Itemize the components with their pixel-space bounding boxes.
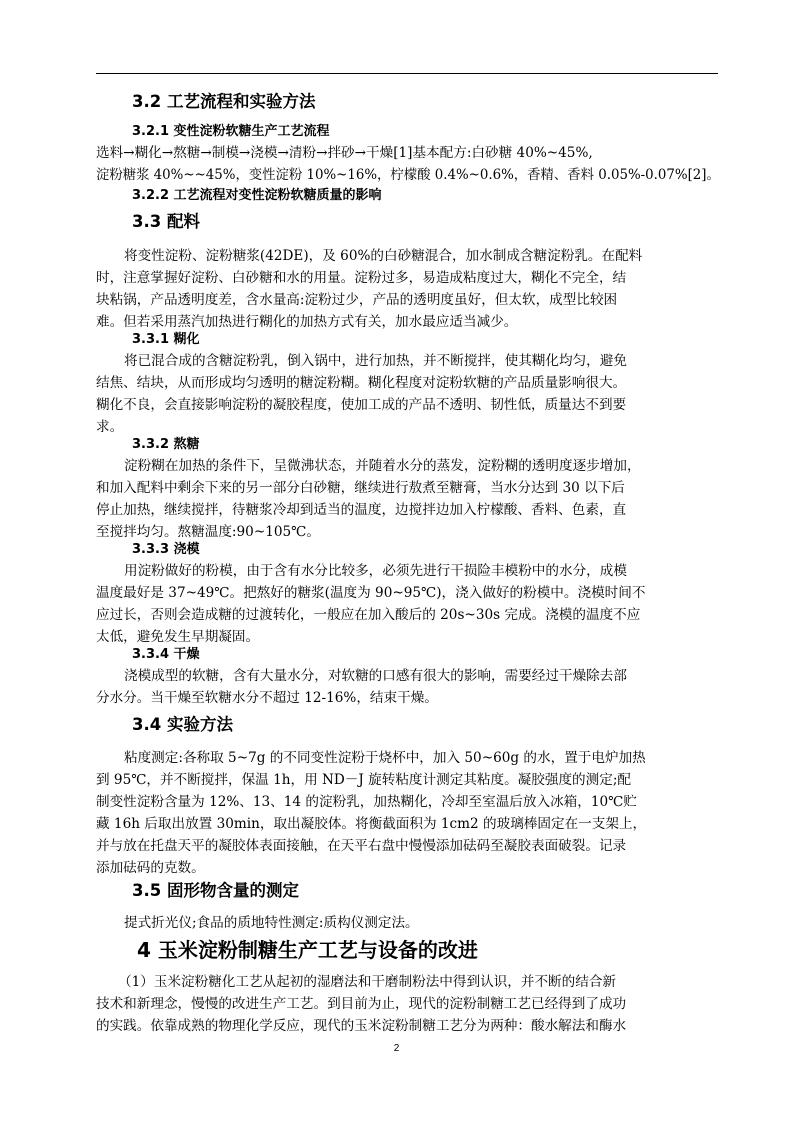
paragraph-line: 淀粉糊在加热的条件下，呈微沸状态，并随着水分的蒸发，淀粉糊的透明度逐步增加，	[124, 458, 641, 474]
chapter-heading: 4 玉米淀粉制糖生产工艺与设备的改进	[137, 938, 478, 962]
paragraph-line: 结焦、结块，从而形成均匀透明的糖淀粉糊。糊化程度对淀粉软糖的产品质量影响很大。	[96, 375, 627, 391]
paragraph-line: 块粘锅，产品透明度差，含水量高:淀粉过少，产品的透明度虽好，但太软，成型比较困	[96, 292, 618, 308]
paragraph-line: 太低，避免发生早期凝固。	[96, 629, 260, 645]
paragraph-line: 添加砝码的克数。	[96, 860, 205, 876]
paragraph-line: （1）玉米淀粉糖化工艺从起初的湿磨法和干磨制粉法中得到认识，并不断的结合新	[118, 974, 617, 990]
paragraph-line: 和加入配料中剩余下来的另一部分白砂糖，继续进行敖煮至糖膏，当水分达到 30 以下后	[96, 480, 625, 496]
paragraph-line: 分水分。当干燥至软糖水分不超过 12-16%，结束干燥。	[96, 690, 438, 706]
paragraph-line: 用淀粉做好的粉模，由于含有水分比较多，必须先进行干损险丰模粉中的水分，成模	[124, 563, 627, 579]
subsection-heading: 3.3.1 糊化	[132, 332, 200, 347]
section-heading: 3.4 实验方法	[132, 715, 233, 734]
paragraph-line: 温度最好是 37~49℃。把熬好的糖浆(温度为 90~95℃)，浇入做好的粉模中。浇模时间不	[96, 585, 646, 601]
paragraph-line: 糊化不良，会直接影响淀粉的凝胶程度，使加工成的产品不透明、韧性低，质量达不到要	[96, 397, 627, 413]
subsection-heading: 3.2.1 变性淀粉软糖生产工艺流程	[132, 124, 330, 139]
section-heading: 3.5 固形物含量的测定	[132, 881, 299, 900]
subsection-heading: 3.3.2 熬糖	[132, 437, 200, 452]
header-rule	[96, 73, 718, 74]
paragraph-line: 技术和新理念，慢慢的改进生产工艺。到目前为止，现代的淀粉制糖工艺已经得到了成功	[96, 996, 627, 1012]
paragraph-line: 至搅拌均匀。熬糖温度:90~105℃。	[96, 524, 320, 540]
paragraph-line: 制变性淀粉含量为 12%、13、14 的淀粉乳，加热糊化，冷却至室温后放入冰箱，10℃贮	[96, 794, 637, 810]
paragraph-line: 时，注意掌握好淀粉、白砂糖和水的用量。淀粉过多，易造成粘度过大，糊化不完全，结	[96, 270, 627, 286]
paragraph-line: 难。但若采用蒸汽加热进行糊化的加热方式有关，加水最应适当减少。	[96, 314, 518, 330]
paragraph-line: 粘度测定:各称取 5~7g 的不同变性淀粉于烧杯中，加入 50~60g 的水，置于电炉加热	[124, 750, 646, 766]
paragraph-line: 求。	[96, 419, 124, 435]
section-heading: 3.3 配料	[132, 212, 200, 231]
section-heading: 3.2 工艺流程和实验方法	[132, 92, 316, 111]
paragraph-line: 将变性淀粉、淀粉糖浆(42DE)，及 60%的白砂糖混合，加水制成含糖淀粉乳。在配料	[124, 248, 643, 264]
subsection-heading: 3.3.4 干燥	[132, 647, 200, 662]
paragraph-line: 的实践。依靠成熟的物理化学反应，现代的玉米淀粉制糖工艺分为两种：酸水解法和酶水	[96, 1018, 627, 1034]
paragraph-line: 停止加热，继续搅拌，待糖浆冷却到适当的温度，边搅拌边加入柠檬酸、香料、色素，直	[96, 502, 627, 518]
paragraph-line: 选料→糊化→熬糖→制模→浇模→清粉→拌砂→干燥[1]基本配方:白砂糖 40%~45%,	[96, 145, 593, 161]
paragraph-line: 到 95℃，并不断搅拌，保温 1h，用 ND－J 旋转粘度计测定其粘度。凝胶强度的测定;配	[96, 772, 632, 788]
subsection-heading: 3.3.3 浇模	[132, 542, 200, 557]
paragraph-line: 提式折光仪;食品的质地特性测定:质构仪测定法。	[124, 915, 419, 931]
paragraph-line: 藏 16h 后取出放置 30min，取出凝胶体。将衡截面积为 1cm2 的玻璃棒固定在一支架上，	[96, 816, 647, 832]
subsection-heading: 3.2.2 工艺流程对变性淀粉软糖质量的影响	[132, 188, 382, 203]
paragraph-line: 浇模成型的软糖，含有大量水分，对软糖的口感有很大的影响，需要经过干燥除去部	[124, 668, 627, 684]
page-number: 2	[393, 1043, 400, 1054]
paragraph-line: 应过长，否则会造成糖的过渡转化，一般应在加入酸后的 20s~30s 完成。浇模的温度不应	[96, 607, 641, 623]
paragraph-line: 将已混合成的含糖淀粉乳，倒入锅中，进行加热，并不断搅拌，使其糊化均匀，避免	[124, 353, 627, 369]
paragraph-line: 并与放在托盘天平的凝胶体表面接触，在天平右盘中慢慢添加砝码至凝胶表面破裂。记录	[96, 838, 627, 854]
paragraph-line: 淀粉糖浆 40%~~45%，变性淀粉 10%~16%，柠檬酸 0.4%~0.6%，香精、香料 0.05%-0.07%[2]。	[96, 167, 720, 183]
